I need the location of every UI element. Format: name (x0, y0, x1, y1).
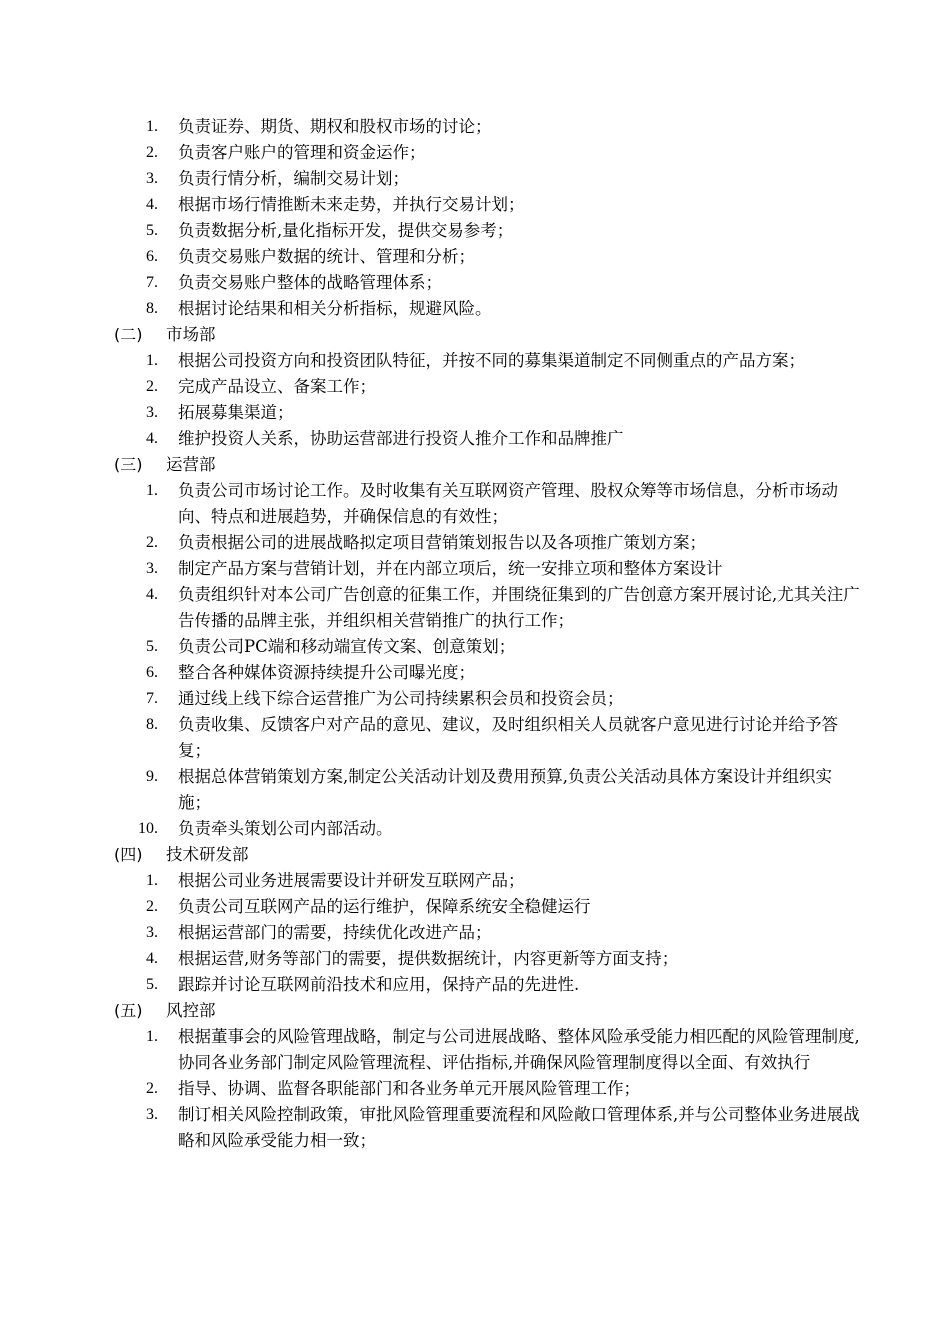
item-text: 制定产品方案与营销计划，并在内部立项后，统一安排立项和整体方案设计 (178, 559, 723, 578)
heading-title: 风控部 (166, 1001, 216, 1020)
list-item (0, 218, 950, 244)
item-number: 2. (146, 144, 158, 161)
item-number: 8. (146, 716, 158, 733)
item-number: 4. (146, 586, 158, 603)
item-number: 7. (146, 274, 158, 291)
section-heading-tech (0, 842, 950, 868)
list-item (0, 634, 950, 660)
heading-number: (三) (114, 455, 143, 474)
list-item (0, 946, 950, 972)
item-text: 负责牵头策划公司内部活动。 (178, 819, 393, 838)
item-text: 负责行情分析，编制交易计划； (178, 169, 409, 188)
list-item (0, 426, 950, 452)
list-item (0, 1024, 950, 1076)
item-text: 负责交易账户数据的统计、管理和分析； (178, 247, 475, 266)
item-number: 7. (146, 690, 158, 707)
list-item (0, 400, 950, 426)
heading-title: 技术研发部 (166, 845, 249, 864)
item-text: 维护投资人关系，协助运营部进行投资人推介工作和品牌推广 (178, 429, 624, 448)
item-number: 2. (146, 898, 158, 915)
item-text: 负责公司市场讨论工作。及时收集有关互联网资产管理、股权众筹等市场信息，分析市场动向、特点和进展趋势，并确保信息的有效性； (178, 481, 838, 526)
item-text: 指导、协调、监督各职能部门和各业务单元开展风险管理工作； (178, 1079, 640, 1098)
item-text: 制订相关风险控制政策，审批风险管理重要流程和风险敞口管理体系,并与公司整体业务进展战略和风险承受能力相一致； (178, 1105, 860, 1150)
list-item (0, 972, 950, 998)
section-operations (0, 478, 950, 842)
section-trading-duties (0, 114, 950, 322)
list-item (0, 244, 950, 270)
item-number: 1. (146, 872, 158, 889)
item-text: 根据总体营销策划方案,制定公关活动计划及费用预算,负责公关活动具体方案设计并组织实施； (178, 767, 832, 812)
heading-title: 运营部 (166, 455, 216, 474)
heading-number: (五) (114, 1001, 143, 1020)
list-item (0, 712, 950, 764)
item-number: 2. (146, 378, 158, 395)
section-heading-marketing (0, 322, 950, 348)
heading-number: (四) (114, 845, 143, 864)
item-text: 根据市场行情推断未来走势，并执行交易计划； (178, 195, 525, 214)
item-number: 1. (146, 1028, 158, 1045)
item-number: 5. (146, 222, 158, 239)
list-item (0, 686, 950, 712)
item-text: 跟踪并讨论互联网前沿技术和应用，保持产品的先进性. (178, 975, 580, 994)
list-item (0, 166, 950, 192)
item-number: 4. (146, 950, 158, 967)
item-text: 完成产品设立、备案工作； (178, 377, 376, 396)
list-item (0, 816, 950, 842)
list-item (0, 530, 950, 556)
list-item (0, 556, 950, 582)
item-number: 3. (146, 560, 158, 577)
item-number: 3. (146, 404, 158, 421)
item-text: 负责根据公司的进展战略拟定项目营销策划报告以及各项推广策划方案； (178, 533, 706, 552)
item-text: 根据董事会的风险管理战略，制定与公司进展战略、整体风险承受能力相匹配的风险管理制度,协同各业务部门制定风险管理流程、评估指标,并确保风险管理制度得以全面、有效执行 (178, 1027, 860, 1072)
list-item (0, 140, 950, 166)
section-heading-operations (0, 452, 950, 478)
list-item (0, 270, 950, 296)
section-marketing (0, 348, 950, 452)
list-item (0, 894, 950, 920)
item-text: 负责收集、反馈客户对产品的意见、建议，及时组织相关人员就客户意见进行讨论并给予答复； (178, 715, 838, 760)
heading-number: (二) (114, 325, 143, 344)
list-item (0, 582, 950, 634)
item-text: 拓展募集渠道； (178, 403, 294, 422)
list-item (0, 764, 950, 816)
item-text: 负责数据分析,量化指标开发，提供交易参考； (178, 221, 514, 240)
item-number: 6. (146, 248, 158, 265)
document-page (0, 114, 950, 1154)
section-heading-risk (0, 998, 950, 1024)
item-text: 负责公司互联网产品的运行维护，保障系统安全稳健运行 (178, 897, 591, 916)
item-number: 1. (146, 118, 158, 135)
item-number: 1. (146, 352, 158, 369)
item-text: 负责客户账户的管理和资金运作； (178, 143, 426, 162)
list-item (0, 114, 950, 140)
item-text: 根据讨论结果和相关分析指标，规避风险。 (178, 299, 492, 318)
list-item (0, 296, 950, 322)
section-risk (0, 1024, 950, 1154)
list-item (0, 1076, 950, 1102)
item-number: 3. (146, 1106, 158, 1123)
item-number: 3. (146, 924, 158, 941)
item-number: 5. (146, 638, 158, 655)
item-text: 通过线上线下综合运营推广为公司持续累积会员和投资会员； (178, 689, 624, 708)
item-text: 根据公司投资方向和投资团队特征，并按不同的募集渠道制定不同侧重点的产品方案； (178, 351, 805, 370)
item-number: 5. (146, 976, 158, 993)
item-text: 整合各种媒体资源持续提升公司曝光度； (178, 663, 475, 682)
list-item (0, 348, 950, 374)
item-number: 8. (146, 300, 158, 317)
item-number: 10. (138, 820, 158, 837)
list-item (0, 374, 950, 400)
list-item (0, 920, 950, 946)
item-text: 根据运营部门的需要，持续优化改进产品； (178, 923, 492, 942)
item-number: 4. (146, 430, 158, 447)
item-text: 负责公司PC端和移动端宣传文案、创意策划； (178, 637, 516, 656)
item-text: 负责组织针对本公司广告创意的征集工作，并围绕征集到的广告创意方案开展讨论,尤其关注广告传播的品牌主张，并组织相关营销推广的执行工作； (178, 585, 860, 630)
item-text: 根据公司业务进展需要设计并研发互联网产品； (178, 871, 525, 890)
item-number: 4. (146, 196, 158, 213)
item-text: 负责交易账户整体的战略管理体系； (178, 273, 442, 292)
list-item (0, 1102, 950, 1154)
heading-title: 市场部 (166, 325, 216, 344)
item-number: 2. (146, 534, 158, 551)
item-number: 2. (146, 1080, 158, 1097)
item-number: 9. (146, 768, 158, 785)
section-tech (0, 868, 950, 998)
list-item (0, 868, 950, 894)
list-item (0, 660, 950, 686)
list-item (0, 192, 950, 218)
item-text: 根据运营,财务等部门的需要，提供数据统计，内容更新等方面支持； (178, 949, 679, 968)
item-number: 6. (146, 664, 158, 681)
list-item (0, 478, 950, 530)
item-number: 3. (146, 170, 158, 187)
item-text: 负责证券、期货、期权和股权市场的讨论； (178, 117, 492, 136)
item-number: 1. (146, 482, 158, 499)
